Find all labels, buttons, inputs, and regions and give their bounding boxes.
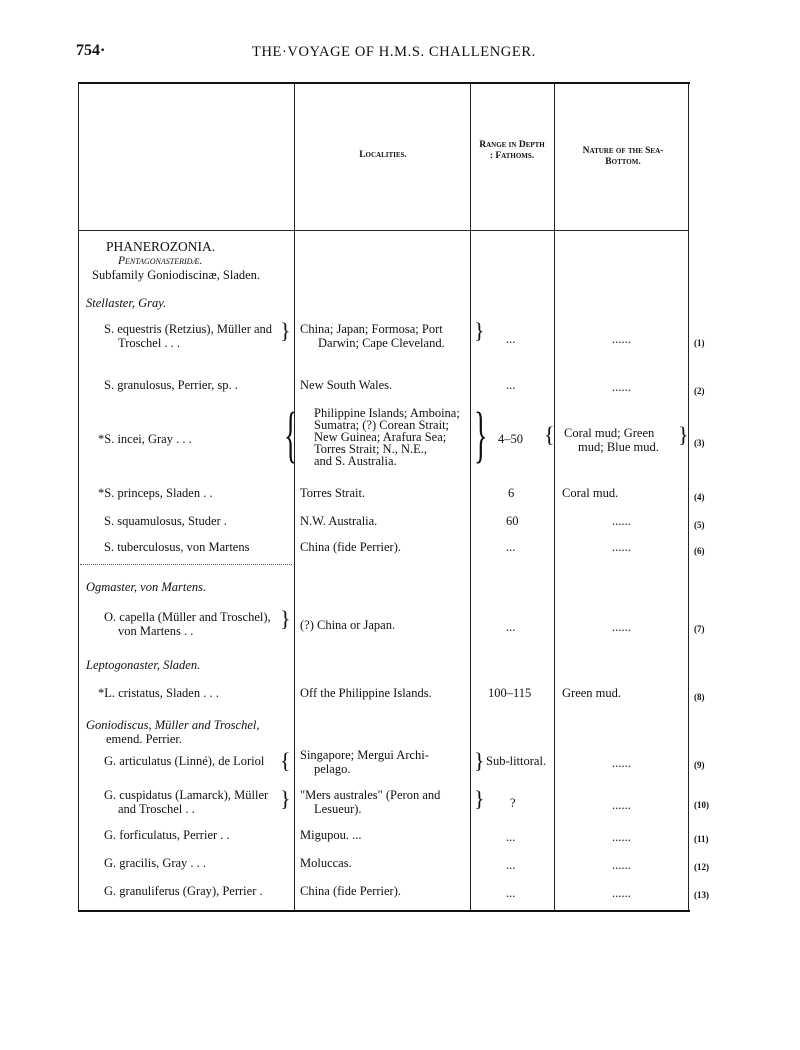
depth-value: Sub-littoral. bbox=[486, 754, 547, 768]
bottom-value: ...... bbox=[612, 332, 631, 346]
bottom-value: Coral mud. bbox=[562, 486, 619, 500]
brace-glyph: } bbox=[474, 401, 488, 469]
column-header-bottom: Nature of the Sea-Bottom. bbox=[582, 146, 664, 167]
species-name: G. gracilis, Gray . . . bbox=[104, 856, 207, 870]
depth-value: ... bbox=[506, 830, 516, 844]
species-name: S. granulosus, Perrier, sp. . bbox=[104, 378, 238, 392]
reference-number: (6) bbox=[694, 546, 705, 556]
species-name: G. cuspidatus (Lamarck), Müller bbox=[104, 788, 269, 802]
section-rule bbox=[80, 564, 292, 565]
reference-number: (8) bbox=[694, 692, 705, 702]
bottom-value: ...... bbox=[612, 380, 631, 394]
locality: Philippine Islands; Amboina; bbox=[314, 406, 460, 420]
species-name-cont: Troschel . . . bbox=[118, 336, 181, 350]
genus-heading: Leptogonaster, Sladen. bbox=[86, 658, 201, 672]
brace-glyph: } bbox=[280, 606, 291, 631]
depth-value: ... bbox=[506, 378, 516, 392]
depth-value: ... bbox=[506, 540, 516, 554]
locality-cont: Darwin; Cape Cleveland. bbox=[318, 336, 445, 350]
bottom-value: Coral mud; Green bbox=[564, 426, 655, 440]
bottom-value-cont: mud; Blue mud. bbox=[578, 440, 659, 454]
locality-cont: and S. Australia. bbox=[314, 454, 397, 468]
locality-cont: Lesueur). bbox=[314, 802, 362, 816]
page-number: 754· bbox=[76, 42, 106, 59]
reference-number: (13) bbox=[694, 890, 709, 900]
running-head: THE·VOYAGE OF H.M.S. CHALLENGER. bbox=[252, 44, 536, 60]
reference-number: (2) bbox=[694, 386, 705, 396]
species-name: S. tuberculosus, von Martens bbox=[104, 540, 250, 554]
bottom-value: Green mud. bbox=[562, 686, 622, 700]
column-rule-refs bbox=[688, 84, 689, 910]
locality: "Mers australes" (Peron and bbox=[300, 788, 441, 802]
depth-value: 4–50 bbox=[498, 432, 523, 446]
depth-value: ... bbox=[506, 886, 516, 900]
reference-number: (5) bbox=[694, 520, 705, 530]
reference-number: (1) bbox=[694, 338, 705, 348]
locality: N.W. Australia. bbox=[300, 514, 378, 528]
bottom-value: ...... bbox=[612, 798, 631, 812]
brace-glyph: } bbox=[474, 786, 485, 811]
brace-glyph: } bbox=[280, 318, 291, 343]
locality: New South Wales. bbox=[300, 378, 393, 392]
locality: China (fide Perrier). bbox=[300, 540, 402, 554]
reference-number: (12) bbox=[694, 862, 709, 872]
locality: Migupou. ... bbox=[300, 828, 362, 842]
species-name-cont: von Martens . . bbox=[118, 624, 194, 638]
subfamily-heading: Subfamily Goniodiscinæ, Sladen. bbox=[92, 268, 261, 282]
bottom-value: ...... bbox=[612, 886, 631, 900]
order-heading: PHANEROZONIA. bbox=[106, 239, 216, 254]
species-name: G. articulatus (Linné), de Loriol bbox=[104, 754, 265, 768]
brace-glyph: } bbox=[280, 786, 291, 811]
species-name: S. equestris (Retzius), Müller and bbox=[104, 322, 273, 336]
bottom-value: ...... bbox=[612, 514, 631, 528]
locality: Off the Philippine Islands. bbox=[300, 686, 432, 700]
locality-cont: New Guinea; Arafura Sea; bbox=[314, 430, 447, 444]
bottom-value: ...... bbox=[612, 620, 631, 634]
depth-value: ... bbox=[506, 332, 516, 346]
brace-glyph: { bbox=[280, 748, 291, 773]
brace-glyph: { bbox=[284, 401, 298, 469]
locality: Torres Strait. bbox=[300, 486, 366, 500]
species-name: S. squamulosus, Studer . bbox=[104, 514, 227, 528]
genus-heading: Stellaster, Gray. bbox=[86, 296, 167, 310]
locality-cont: pelago. bbox=[314, 762, 351, 776]
depth-value: 100–115 bbox=[488, 686, 532, 700]
locality: Singapore; Mergui Archi- bbox=[300, 748, 429, 762]
column-rule-localities bbox=[294, 84, 295, 910]
reference-number: (9) bbox=[694, 760, 705, 770]
species-name: O. capella (Müller and Troschel), bbox=[104, 610, 271, 624]
locality: China (fide Perrier). bbox=[300, 884, 402, 898]
locality-cont: Torres Strait; N., N.E., bbox=[314, 442, 427, 456]
species-name: G. forficulatus, Perrier . . bbox=[104, 828, 230, 842]
locality: Moluccas. bbox=[300, 856, 352, 870]
depth-value: ... bbox=[506, 620, 516, 634]
brace-glyph: } bbox=[678, 422, 689, 447]
depth-value: ... bbox=[506, 858, 516, 872]
column-rule-depth bbox=[470, 84, 471, 910]
locality: China; Japan; Formosa; Port bbox=[300, 322, 443, 336]
depth-value: 60 bbox=[506, 514, 519, 528]
locality-cont: Sumatra; (?) Corean Strait; bbox=[314, 418, 450, 432]
depth-value: 6 bbox=[508, 486, 515, 500]
bottom-value: ...... bbox=[612, 830, 631, 844]
species-name: *L. cristatus, Sladen . . . bbox=[98, 686, 219, 700]
column-header-depth: Range in Depth : Fathoms. bbox=[479, 140, 545, 161]
species-name: *S. incei, Gray . . . bbox=[98, 432, 192, 446]
genus-heading-cont: emend. Perrier. bbox=[106, 732, 183, 746]
bottom-value: ...... bbox=[612, 858, 631, 872]
brace-glyph: { bbox=[544, 422, 555, 447]
brace-glyph: } bbox=[474, 318, 485, 343]
genus-heading: Goniodiscus, Müller and Troschel, bbox=[86, 718, 260, 732]
table-left-rule bbox=[78, 84, 79, 910]
depth-value: ? bbox=[510, 796, 516, 810]
family-heading: Pentagonasteridæ. bbox=[118, 255, 203, 267]
brace-glyph: } bbox=[474, 748, 485, 773]
page-header bbox=[76, 42, 716, 64]
species-name-cont: and Troschel . . bbox=[118, 802, 195, 816]
genus-heading: Ogmaster, von Martens. bbox=[86, 580, 207, 594]
locality: (?) China or Japan. bbox=[300, 618, 396, 632]
bottom-value: ...... bbox=[612, 756, 631, 770]
bottom-value: ...... bbox=[612, 540, 631, 554]
species-table bbox=[78, 82, 709, 912]
header-rule bbox=[78, 230, 688, 231]
reference-number: (4) bbox=[694, 492, 705, 502]
column-rule-bottom bbox=[554, 84, 555, 910]
reference-number: (7) bbox=[694, 624, 705, 634]
column-header-localities: Localities. bbox=[359, 150, 407, 160]
species-name: *S. princeps, Sladen . . bbox=[98, 486, 213, 500]
species-name: G. granuliferus (Gray), Perrier . bbox=[104, 884, 263, 898]
reference-number: (11) bbox=[694, 834, 709, 844]
reference-number: (3) bbox=[694, 438, 705, 448]
reference-number: (10) bbox=[694, 800, 709, 810]
